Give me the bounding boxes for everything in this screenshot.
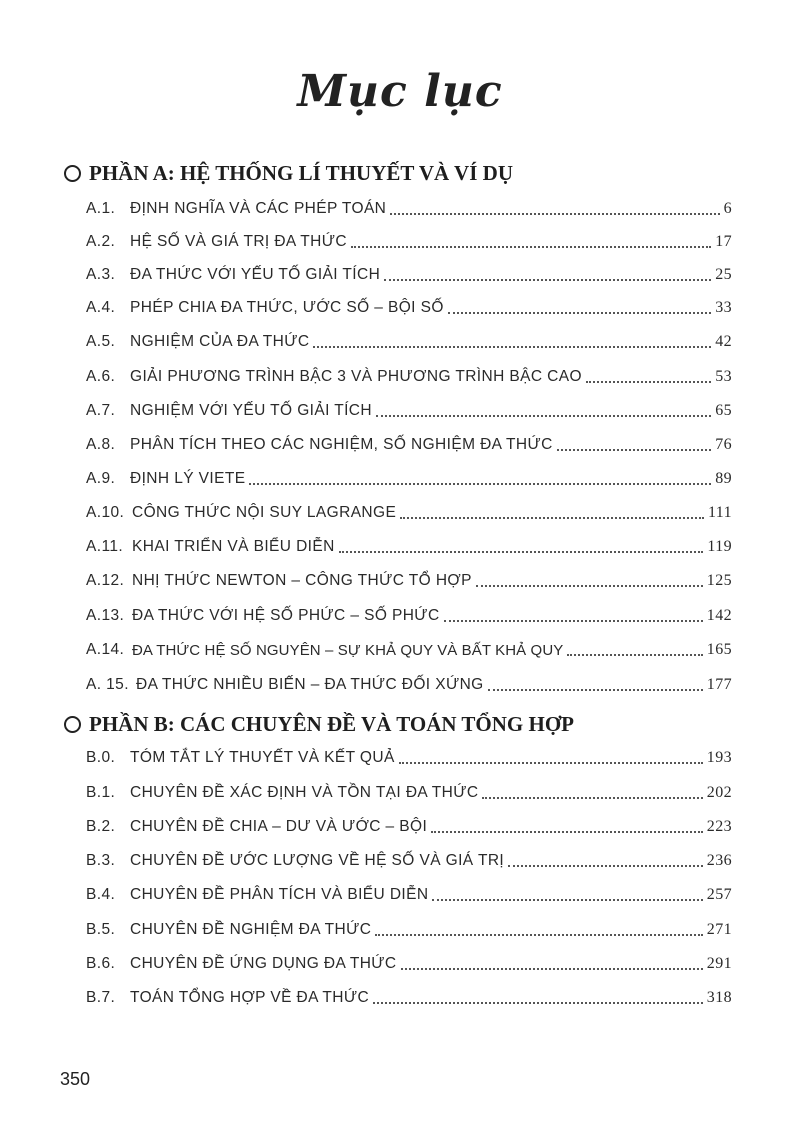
entry-number: A.3. [86, 266, 116, 283]
toc-entry[interactable] [86, 429, 732, 461]
section-heading-a [64, 156, 744, 190]
entry-label: CHUYÊN ĐỀ XÁC ĐỊNH VÀ TỒN TẠI ĐA THỨC [130, 784, 479, 801]
section-heading-b [64, 707, 744, 741]
entry-label: PHÉP CHIA ĐA THỨC, ƯỚC SỐ – BỘI SỐ [130, 299, 444, 316]
toc-entry[interactable] [86, 600, 732, 632]
entry-label: GIẢI PHƯƠNG TRÌNH BẬC 3 VÀ PHƯƠNG TRÌNH BẬC CAO [130, 368, 582, 385]
toc-entry[interactable] [86, 982, 732, 1014]
toc-entry[interactable] [86, 742, 732, 774]
entry-number: A.12. [86, 572, 125, 589]
entry-label: ĐỊNH LÝ VIETE [130, 470, 246, 487]
toc-entry[interactable] [86, 193, 732, 225]
toc-entry[interactable] [86, 497, 732, 529]
section-heading-text: PHẦN A: HỆ THỐNG LÍ THUYẾT VÀ VÍ DỤ [89, 160, 513, 185]
entry-label: KHAI TRIỂN VÀ BIỂU DIỄN [132, 538, 335, 555]
entry-page: 65 [715, 402, 732, 419]
toc-entry[interactable] [86, 845, 732, 877]
entry-page: 142 [706, 607, 732, 624]
entry-page: 165 [706, 641, 732, 658]
dot-leader [399, 762, 703, 764]
entry-label: ĐỊNH NGHĨA VÀ CÁC PHÉP TOÁN [130, 200, 387, 217]
toc-entry[interactable] [86, 395, 732, 427]
entry-number: A.1. [86, 200, 116, 217]
toc-entry[interactable] [86, 292, 732, 324]
entry-number: A.14. [86, 641, 125, 658]
dot-leader [339, 551, 704, 553]
entry-number: A.7. [86, 402, 116, 419]
entry-page: 202 [706, 784, 732, 801]
entry-number: A. 15. [86, 676, 129, 693]
entry-page: 257 [706, 886, 732, 903]
dot-leader [313, 346, 711, 348]
entry-page: 42 [715, 333, 732, 350]
toc-entry[interactable] [86, 565, 732, 597]
toc-entry[interactable] [86, 811, 732, 843]
entry-number: A.8. [86, 436, 116, 453]
entry-page: 53 [715, 368, 732, 385]
entry-number: B.4. [86, 886, 116, 903]
dot-leader [508, 865, 703, 867]
entry-label: ĐA THỨC HỆ SỐ NGUYÊN – SỰ KHẢ QUY VÀ BẤT KHẢ QUY [132, 641, 564, 659]
entry-page: 223 [706, 818, 732, 835]
entry-number: B.2. [86, 818, 116, 835]
dot-leader [401, 968, 703, 970]
entry-number: A.2. [86, 233, 116, 250]
entry-label: TOÁN TỔNG HỢP VỀ ĐA THỨC [130, 989, 370, 1006]
entry-page: 125 [706, 572, 732, 589]
page-number: 350 [60, 1069, 91, 1089]
dot-leader [431, 831, 703, 833]
entry-page: 236 [706, 852, 732, 869]
dot-leader [400, 517, 704, 519]
entry-label: CÔNG THỨC NỘI SUY LAGRANGE [132, 504, 397, 521]
dot-leader [376, 415, 711, 417]
dot-leader [567, 654, 702, 656]
dot-leader [432, 899, 702, 901]
toc-entry[interactable] [86, 226, 732, 258]
toc-entry[interactable] [86, 777, 732, 809]
entry-number: B.6. [86, 955, 116, 972]
entry-page: 33 [715, 299, 732, 316]
entry-label: NGHIỆM CỦA ĐA THỨC [130, 333, 310, 350]
dot-leader [476, 585, 703, 587]
toc-entry[interactable] [86, 914, 732, 946]
entry-number: A.4. [86, 299, 116, 316]
dot-leader [351, 246, 711, 248]
entry-label: CHUYÊN ĐỀ ỨNG DỤNG ĐA THỨC [130, 955, 397, 972]
entry-label: ĐA THỨC VỚI HỆ SỐ PHỨC – SỐ PHỨC [132, 607, 440, 624]
section-heading-text: PHẦN B: CÁC CHUYÊN ĐỀ VÀ TOÁN TỔNG HỢP [89, 711, 574, 736]
toc-entry[interactable] [86, 531, 732, 563]
toc-entry[interactable] [86, 326, 732, 358]
dot-leader [488, 689, 703, 691]
entry-number: A.13. [86, 607, 125, 624]
entry-page: 177 [706, 676, 732, 693]
dot-leader [249, 483, 711, 485]
entry-page: 89 [715, 470, 732, 487]
entry-label: PHÂN TÍCH THEO CÁC NGHIỆM, SỐ NGHIỆM ĐA THỨC [130, 436, 553, 453]
dot-leader [444, 620, 703, 622]
entry-page: 318 [706, 989, 732, 1006]
entry-page: 6 [723, 200, 732, 217]
entry-number: B.3. [86, 852, 116, 869]
toc-entry[interactable] [86, 361, 732, 393]
entry-page: 193 [706, 749, 732, 766]
entry-page: 17 [715, 233, 732, 250]
entry-number: A.10. [86, 504, 125, 521]
entry-page: 111 [707, 504, 732, 521]
entry-number: A.11. [86, 538, 124, 555]
entry-label: HỆ SỐ VÀ GIÁ TRỊ ĐA THỨC [130, 233, 347, 250]
entry-number: B.5. [86, 921, 116, 938]
dot-leader [390, 213, 719, 215]
entry-label: CHUYÊN ĐỀ ƯỚC LƯỢNG VỀ HỆ SỐ VÀ GIÁ TRỊ [130, 852, 505, 869]
entry-number: B.1. [86, 784, 116, 801]
entry-label: CHUYÊN ĐỀ CHIA – DƯ VÀ ƯỚC – BỘI [130, 818, 428, 835]
toc-entry[interactable] [86, 634, 732, 666]
toc-entry[interactable] [86, 669, 732, 701]
page-title: Mục lục [297, 66, 503, 117]
entry-label: CHUYÊN ĐỀ PHÂN TÍCH VÀ BIỂU DIỄN [130, 886, 429, 903]
dot-leader [586, 381, 711, 383]
entry-number: A.5. [86, 333, 116, 350]
toc-entry[interactable] [86, 463, 732, 495]
toc-entry[interactable] [86, 259, 732, 291]
entry-number: A.6. [86, 368, 116, 385]
entry-number: A.9. [86, 470, 116, 487]
dot-leader [384, 279, 711, 281]
circle-bullet-icon [64, 165, 81, 182]
entry-label: TÓM TẮT LÝ THUYẾT VÀ KẾT QUẢ [130, 749, 395, 766]
entry-label: ĐA THỨC NHIỀU BIẾN – ĐA THỨC ĐỐI XỨNG [136, 676, 484, 693]
circle-bullet-icon [64, 716, 81, 733]
dot-leader [557, 449, 711, 451]
toc-entry[interactable] [86, 879, 732, 911]
dot-leader [482, 797, 702, 799]
toc-entry[interactable] [86, 948, 732, 980]
entry-number: B.0. [86, 749, 116, 766]
entry-number: B.7. [86, 989, 116, 1006]
entry-page: 119 [707, 538, 732, 555]
dot-leader [375, 934, 702, 936]
entry-page: 25 [715, 266, 732, 283]
entry-label: ĐA THỨC VỚI YẾU TỐ GIẢI TÍCH [130, 266, 381, 283]
entry-page: 271 [706, 921, 732, 938]
entry-page: 291 [706, 955, 732, 972]
dot-leader [373, 1002, 703, 1004]
entry-label: NHỊ THỨC NEWTON – CÔNG THỨC TỔ HỢP [132, 572, 472, 589]
entry-label: NGHIỆM VỚI YẾU TỐ GIẢI TÍCH [130, 402, 372, 419]
entry-page: 76 [715, 436, 732, 453]
dot-leader [448, 312, 711, 314]
entry-label: CHUYÊN ĐỀ NGHIỆM ĐA THỨC [130, 921, 372, 938]
